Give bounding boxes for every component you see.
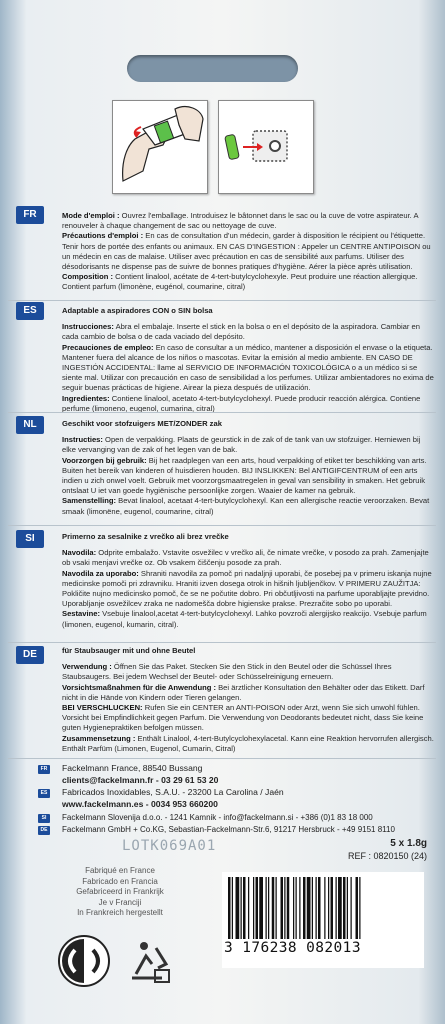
contact-badge-fr: FR (38, 765, 50, 774)
barcode-bar (293, 877, 294, 939)
es-ingredients: Ingredientes: Contiene linalool, acetato 4-tert-butylcyclohexyl. Puede producir reacción alérgica. Contiene perfume (limoneno, eugenol, cumarina, citral) (62, 393, 421, 413)
fr-composition: Composition : Contient linalool, acétate de 4-tert-butylcyclohexyle. Peut produire une réaction allergique. Contient parfum (limonène, eugénol, coumarine, citral) (62, 272, 418, 292)
barcode-bar (281, 877, 284, 939)
nl-usage: Instructies: Open de verpakking. Plaats de geurstick in de zak of de tank van uw stofzuiger. Herniewen bij elke vervanging van de zak of het legen van de bak. (62, 435, 421, 455)
lot-number: LOTK069A01 (122, 838, 217, 854)
barcode-bar (336, 877, 337, 939)
barcode-bar (312, 877, 313, 939)
contact-fr-line1: Fackelmann France, 88540 Bussang (62, 763, 203, 773)
es-title: Adaptable a aspiradores CON o SIN bolsa (62, 306, 213, 315)
divider (8, 300, 436, 301)
barcode-bar (228, 877, 231, 939)
si-title: Primerno za sesalnike z vrečko ali brez vrečke (62, 532, 229, 541)
contact-fr-line2: clients@fackelmann.fr - 03 29 61 53 20 (62, 775, 219, 785)
barcode-bar (266, 877, 267, 939)
section-si (62, 532, 434, 630)
de-usage: Verwendung : Öffnen Sie das Paket. Stecken Sie den Stick in den Beutel oder die Schüssel Ihres Staubsaugers. Bei jedem Wechsel der Beutel- oder Schüsselreinigung erneuern. (62, 662, 392, 682)
es-precautions: Precauciones de empleo: En caso de consultar a un médico, mantener a disposición el envase o la etiqueta. Mantener fuera del alcance de los niños o mascotas. Evitar la emisión al medio ambiente. EN CASO DE INGESTIÓN ACCIDENTAL: llame al SERVICIO DE INFORMACIÓN TOXICOLÓGICA o a un médico si se siente mal. Utilizar con precaución en caso de sensibilidad a los perfumes. Utilizar ambientadores no exima de seguir buenas prácticas de higiene. Airear la pieza después de utilización. (62, 342, 434, 393)
section-de (62, 646, 434, 754)
barcode-bar (253, 877, 254, 939)
barcode-bar (272, 877, 275, 939)
de-composition: Zusammensetzung : Enthält Linalool, 4-tert-Butylcyclohexylacetal. Kann eine Reaktion hervorrufen allergisch. Enthält Parfüm (Limonen, Eugenol, Cumarin, Citral) (62, 733, 434, 753)
divider (8, 642, 436, 643)
fr-precautions: Précautions d'emploi : En cas de consultation d'un médecin, garder à disposition le récipient ou l'étiquette. Tenir hors de portée des enfants ou animaux. EN CAS D'INGESTION : Appeler un CENTRE ANTIPOISON ou un médecin en cas de malaise. Utiliser avec précaution en cas de sensibilité aux parfums. Utiliser des désodorisants ne dispense pas de suivre de bonnes pratiques d'hygiène. Aérer la pièce après utilisation. (62, 231, 431, 272)
barcode-bar (303, 877, 306, 939)
barcode-bar (296, 877, 297, 939)
contact-badge-de: DE (38, 826, 50, 835)
barcode-bar (232, 877, 233, 939)
section-es (62, 306, 434, 414)
green-dot-icon (57, 934, 111, 988)
section-nl (62, 419, 434, 517)
barcode-bar (343, 877, 346, 939)
contact-es-line2: www.fackelmann.es - 0034 953 660200 (62, 799, 218, 809)
nl-composition: Samenstelling: Bevat linalool, acetaat 4-tert-butylcyclohexyl. Kan een allergische reactie veroorzaken. Bevat smaak (limonëne, eugenol, coumarine, citral) (62, 496, 430, 516)
step2-illustration (218, 100, 314, 194)
barcode-bar (236, 877, 240, 939)
contact-es-line1: Fabricados Inoxidables, S.A.U. - 23200 La Carolina / Jaén (62, 787, 284, 797)
divider (8, 758, 436, 759)
si-ingredients: Sestavine: Vsebuje linalool,acetat 4-tert-butylcyclohexyl. Lahko povzroči alergijsko reakcijo. Vsebuje parfum (limonen, eugenol, kumarin, citral). (62, 609, 427, 629)
es-usage: Instrucciones: Abra el embalaje. Inserte el stick en la bolsa o en el depósito de la aspiradora. Cambiar en cada cambio de bolsa o de cada vaciado del depósito. (62, 322, 420, 342)
barcode-bar (276, 877, 277, 939)
barcode-bar (328, 877, 329, 939)
barcode-bar (351, 877, 352, 939)
barcode-bar (241, 877, 242, 939)
barcode-bar (248, 877, 249, 939)
lang-badge-de: DE (16, 646, 44, 664)
barcode-bar (316, 877, 317, 939)
reference: REF : 0820150 (24) (347, 851, 427, 861)
barcode-bar (356, 877, 359, 939)
barcode-bar (331, 877, 334, 939)
de-title: für Staubsauger mit und ohne Beutel (62, 646, 196, 655)
nl-precautions: Voorzorgen bij gebruik: Bij het raadplegen van een arts, houd verpakking of etiket ter beschikking van arts. Buiten het bereik van kinderen of huisdieren houden. BIJ INSLIKKEN: Bel ANTIGIFCENTRUM of een arts indien u zich onwel voelt. Gebruik met voorzorgsmaatregelen in geval van sensibility in smaken. Het gebruik ontslaat U iet van goede hygiënische persoonlijke zorgen. Waaier de kamer na gebruik. (62, 455, 427, 496)
barcode (222, 872, 424, 968)
barcode-bar (318, 877, 321, 939)
barcode-bars (226, 877, 420, 939)
origin-de: In Frankreich hergestellt (77, 908, 163, 917)
barcode-bar (359, 877, 360, 939)
barcode-bar (268, 877, 269, 939)
lang-badge-fr: FR (16, 206, 44, 224)
origin-nl: Gefabriceerd in Frankrijk (76, 887, 164, 896)
contact-si: Fackelmann Slovenija d.o.o. - 1241 Kamnik - info@fackelmann.si - +386 (0)1 83 18 000 (62, 813, 373, 822)
section-fr (62, 211, 434, 293)
barcode-bar (307, 877, 311, 939)
si-usage: Navodila: Odprite embalažo. Vstavite osvežilec v vrečko ali, če nimate vrečke, v posodo za prah. Zamenjajte ob vsaki menjavi vrečke oz. Ob vsakem čiščenju posode za prah. (62, 548, 429, 568)
origin-text (70, 866, 170, 919)
barcode-bar (284, 877, 285, 939)
de-ingestion: BEI VERSCHLUCKEN: Rufen Sie ein CENTER an ANTI-POISON oder Arzt, wenn Sie sich unwohl fühlen. Vorsicht bei Empfindlichkeit gegen Parfum. Die Verwendung von Deodorants bedeutet nicht, dass Sie keine guten Hygienepraktiken befolgen müssen. (62, 703, 424, 733)
barcode-bar (299, 877, 300, 939)
barcode-number: 3 176238 082013 (224, 940, 361, 956)
contact-badge-si: SI (38, 814, 50, 823)
hang-hole (127, 55, 298, 82)
barcode-bar (243, 877, 246, 939)
barcode-bar (287, 877, 290, 939)
lang-badge-si: SI (16, 530, 44, 548)
si-precautions: Navodila za uporabo: Shraniti navodila za pomoč pri nadaljnji uporabi, če posebej pa v primeru iskanja nujne medicinske pomoči pri zdravniku. Hraniti izven dosega otrok in hišnih ljubljenčkov. V PRIMERU ZAUŽITJA: Pokličite nujno medicinsko pomoč, če se ne počutite dobro. Pri občutljivosti na parfume uporabljajte previdno. Uporabljanje osvežilcev zraka ne nadomešča dobre higienske prakse. Prezračite sobo po uporabi. (62, 568, 432, 609)
origin-es: Fabricado en Francia (82, 876, 158, 886)
step1-illustration (112, 100, 208, 194)
contact-de: Fackelmann GmbH + Co.KG, Sebastian-Fackelmann-Str.6, 91217 Hersbruck - +49 9151 8110 (62, 825, 395, 834)
barcode-bar (338, 877, 342, 939)
barcode-bar (256, 877, 259, 939)
fr-usage: Mode d'emploi : Ouvrez l'emballage. Introduisez le bâtonnet dans le sac ou la cuve de votre aspirateur. A renouveler à chaque changement de sac ou nettoyage de cuve. (62, 211, 419, 231)
barcode-bar (347, 877, 348, 939)
nl-title: Geschikt voor stofzuigers MET/ZONDER zak (62, 419, 222, 428)
divider (8, 525, 436, 526)
lang-badge-es: ES (16, 302, 44, 320)
lang-badge-nl: NL (16, 416, 44, 434)
divider (8, 412, 436, 413)
de-precautions: Vorsichtsmaßnahmen für die Anwendung : Bei ärztlicher Konsultation den Behälter oder das Etikett. Darf nicht in die Hände von Kindern oder Tieren gelangen. (62, 682, 425, 702)
origin-si: Je v Franciji (98, 897, 142, 907)
quantity: 5 x 1.8g (390, 838, 427, 849)
triman-recycling-icon (122, 934, 176, 988)
origin-fr: Fabriqué en France (85, 866, 155, 875)
contact-badge-es: ES (38, 789, 50, 798)
barcode-bar (259, 877, 263, 939)
barcode-bar (324, 877, 325, 939)
